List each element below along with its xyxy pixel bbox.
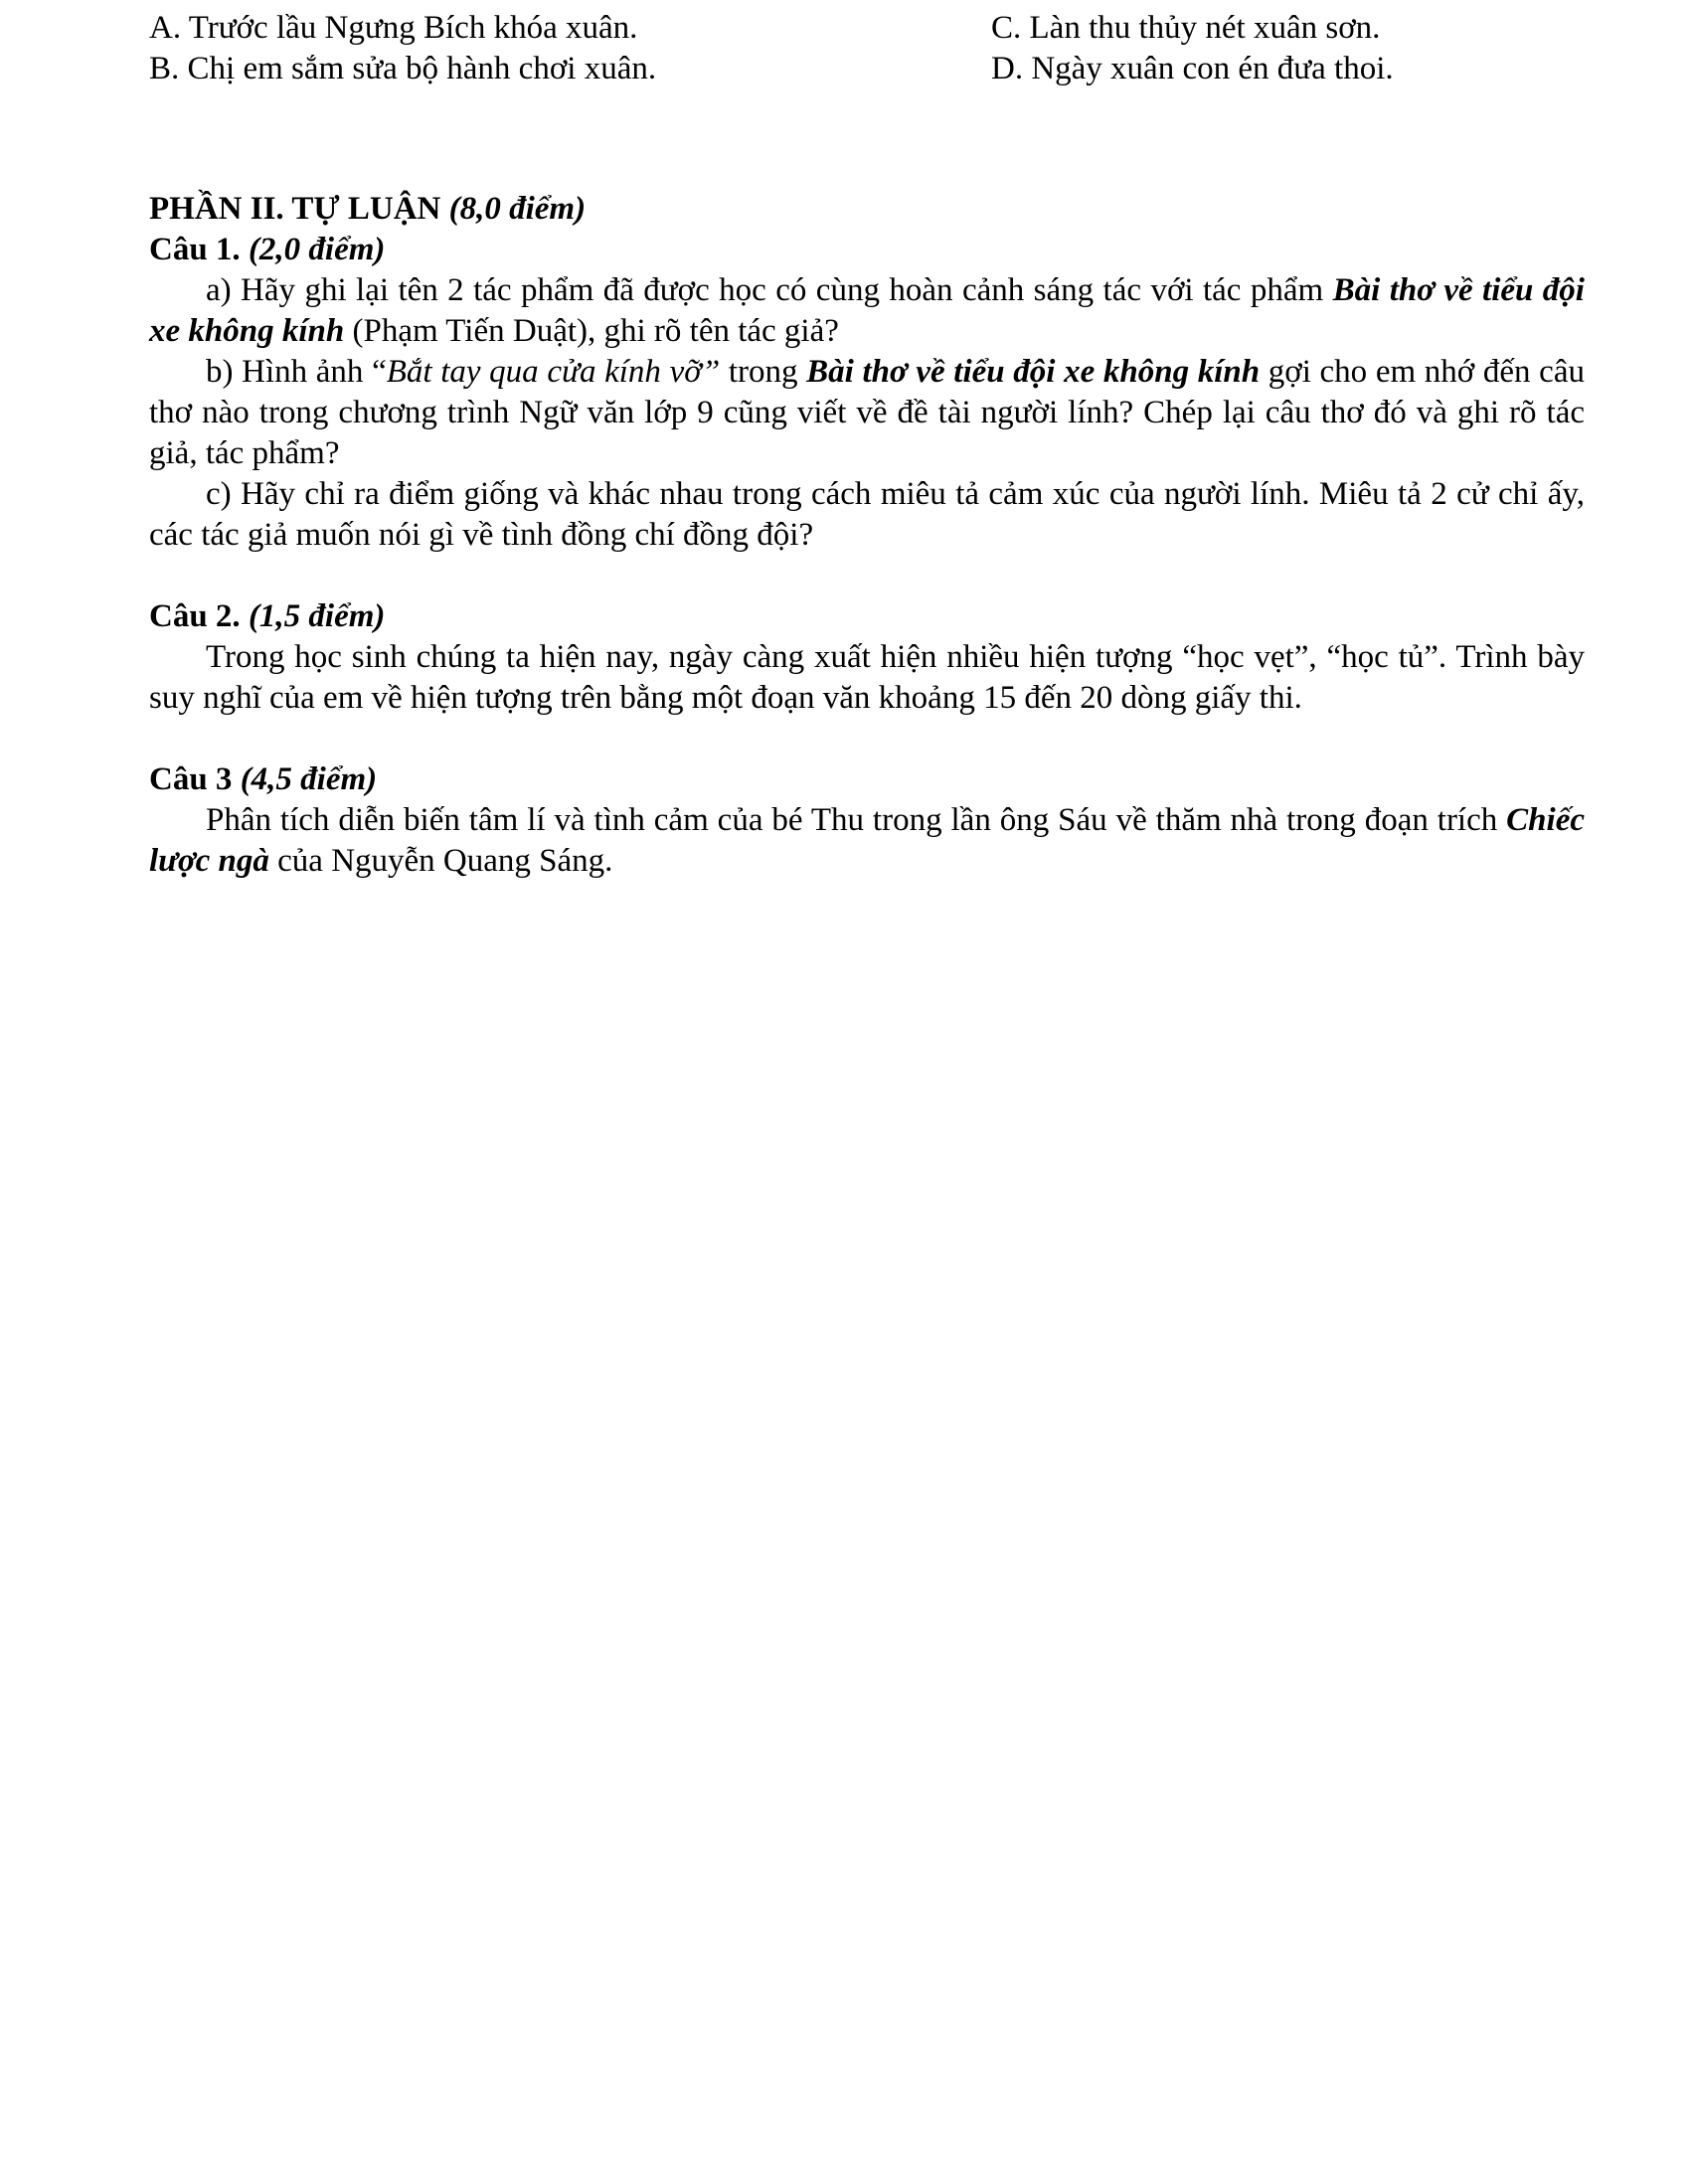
question-2-label: Câu 2.: [149, 598, 249, 634]
question-1-heading: [149, 230, 1585, 270]
question-3-label: Câu 3: [149, 761, 241, 797]
question-1b-work-title: Bài thơ về tiểu đội xe không kính: [806, 354, 1261, 390]
option-d: D. Ngày xuân con én đưa thoi.: [991, 51, 1394, 86]
question-3-work-title: Chiếc lược ngà: [149, 802, 1585, 879]
question-1b-text-end: gợi cho em nhớ đến câu thơ nào trong chương trình Ngữ văn lớp 9 cũng viết về đề tài người lính? Chép lại câu thơ đó và ghi rõ tác giả, tác phẩm?: [149, 354, 1585, 471]
section-points: (8,0 điểm): [448, 191, 587, 227]
option-b: B. Chị em sắm sửa bộ hành chơi xuân.: [149, 51, 657, 86]
question-2-heading: [149, 596, 1585, 637]
answer-options: [149, 8, 1585, 89]
question-1a-work-title: Bài thơ về tiểu đội xe không kính: [149, 272, 1585, 349]
question-2-text: Trong học sinh chúng ta hiện nay, ngày càng xuất hiện nhiều hiện tượng “học vẹt”, “học tủ”. Trình bày suy nghĩ của em về hiện tượng trên bằng một đoạn văn khoảng 15 đến 20 dòng giấy thi.: [149, 639, 1585, 716]
question-1a: [149, 270, 1585, 352]
question-3-points: (4,5 điểm): [240, 761, 378, 797]
question-1a-text-end: (Phạm Tiến Duật), ghi rõ tên tác giả?: [344, 313, 839, 349]
question-3-heading: [149, 759, 1585, 800]
option-a: A. Trước lầu Ngưng Bích khóa xuân.: [149, 10, 638, 46]
question-1b: [149, 352, 1585, 474]
question-3-text: [149, 800, 1585, 882]
question-1b-text: b) Hình ảnh “: [206, 354, 387, 390]
question-1-points: (2,0 điểm): [248, 232, 386, 267]
section-title-text: PHẦN II. TỰ LUẬN: [149, 191, 449, 227]
question-1b-quote: Bắt tay qua cửa kính vỡ”: [386, 354, 721, 390]
question-1a-text: a) Hãy ghi lại tên 2 tác phẩm đã được học có cùng hoàn cảnh sáng tác với tác phẩm: [206, 272, 1333, 308]
question-1b-text-mid: trong: [720, 354, 807, 390]
question-3-text-end: của Nguyễn Quang Sáng.: [268, 843, 613, 879]
exam-page: [149, 8, 1585, 882]
question-2-points: (1,5 điểm): [248, 598, 386, 634]
question-3-text-start: Phân tích diễn biến tâm lí và tình cảm của bé Thu trong lần ông Sáu về thăm nhà trong đoạn trích: [206, 802, 1507, 838]
option-c: C. Làn thu thủy nét xuân sơn.: [991, 10, 1381, 46]
section-title: [149, 189, 1585, 230]
question-1c: c) Hãy chỉ ra điểm giống và khác nhau trong cách miêu tả cảm xúc của người lính. Miêu tả 2 cử chỉ ấy, các tác giả muốn nói gì về tình đồng chí đồng đội?: [149, 476, 1585, 553]
question-1-label: Câu 1.: [149, 232, 249, 267]
